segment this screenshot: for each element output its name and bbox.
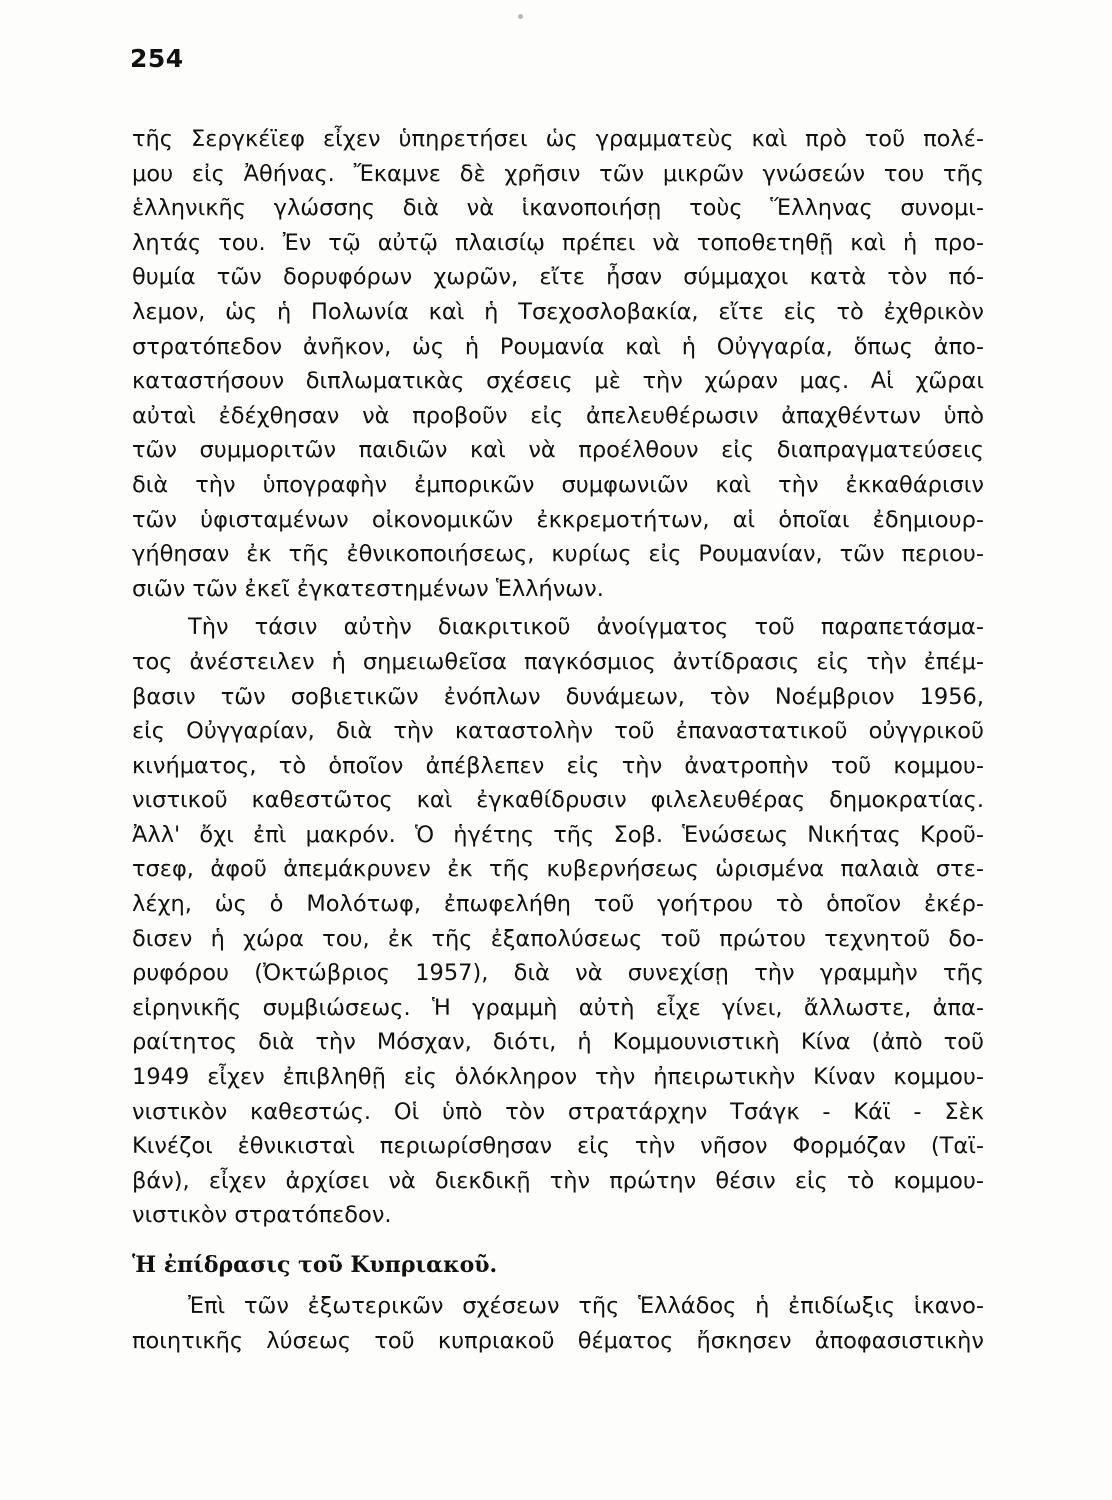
text-line: καταστήσουν διπλωματικὰς σχέσεις μὲ τὴν χώραν μας. Αἱ χῶραι bbox=[132, 368, 984, 395]
text-line: βάν), εἶχεν ἀρχίσει νὰ διεκδικῇ τὴν πρώτην θέσιν εἰς τὸ κομμου- bbox=[132, 1167, 984, 1194]
text-line: Ἐπὶ τῶν ἐξωτερικῶν σχέσεων τῆς Ἑλλάδος ἡ ἐπιδίωξις ἱκανο- bbox=[188, 1293, 984, 1319]
section-gap bbox=[132, 1233, 984, 1247]
page-number: 254 bbox=[130, 44, 184, 73]
scan-speck bbox=[518, 14, 523, 19]
text-line: νιστικὸν καθεστώς. Οἱ ὑπὸ τὸν στρατάρχην Τσάγκ - Κάϊ - Σὲκ bbox=[132, 1098, 984, 1125]
text-line: σιῶν τῶν ἐκεῖ ἐγκατεστημένων Ἑλλήνων. bbox=[132, 575, 604, 602]
text-line: τος ἀνέστειλεν ἡ σημειωθεῖσα παγκόσμιος ἀντίδρασις εἰς τὴν ἐπέμ- bbox=[132, 648, 984, 675]
text-line: 1949 εἶχεν ἐπιβληθῇ εἰς ὁλόκληρον τὴν ἠπειρωτικὴν Κίναν κομμου- bbox=[132, 1064, 984, 1091]
text-line: τσεφ, ἀφοῦ ἀπεμάκρυνεν ἐκ τῆς κυβερνήσεως ὡρισμένα παλαιὰ στε- bbox=[132, 856, 984, 883]
text-line: κινήματος, τὸ ὁποῖον ἀπέβλεπεν εἰς τὴν ἀνατροπὴν τοῦ κομμου- bbox=[132, 752, 984, 779]
text-line: λητάς του. Ἐν τῷ αὐτῷ πλαισίῳ πρέπει νὰ τοποθετηθῇ καὶ ἡ προ- bbox=[132, 229, 984, 256]
text-line: νιστικοῦ καθεστῶτος καὶ ἐγκαθίδρυσιν φιλελευθέρας δημοκρατίας. bbox=[132, 787, 984, 814]
text-line: λεμον, ὡς ἡ Πολωνία καὶ ἡ Τσεχοσλοβακία, εἴτε εἰς τὸ ἐχθρικὸν bbox=[132, 298, 984, 325]
text-line: ρυφόρου (Ὀκτώβριος 1957), διὰ νὰ συνεχίσῃ τὴν γραμμὴν τῆς bbox=[132, 960, 984, 987]
text-line: ραίτητος διὰ τὴν Μόσχαν, διότι, ἡ Κομμουνιστικὴ Κίνα (ἀπὸ τοῦ bbox=[132, 1029, 984, 1056]
text-line: δισεν ἡ χώρα του, ἐκ τῆς ἐξαπολύσεως τοῦ πρώτου τεχνητοῦ δο- bbox=[132, 925, 984, 952]
text-line: τῆς Σεργκέϊεφ εἶχεν ὑπηρετήσει ὡς γραμματεὺς καὶ πρὸ τοῦ πολέ- bbox=[132, 126, 984, 152]
text-line: ποιητικῆς λύσεως τοῦ κυπριακοῦ θέματος ἤσκησεν ἀποφασιστικὴν bbox=[132, 1327, 984, 1354]
text-line: διὰ τὴν ὑπογραφὴν ἐμπορικῶν συμφωνιῶν καὶ τὴν ἐκκαθάρισιν bbox=[132, 471, 984, 498]
text-line: λέχη, ὡς ὁ Μολότωφ, ἐπωφελήθη τοῦ γοήτρου τὸ ὁποῖον ἐκέρ- bbox=[132, 891, 984, 918]
text-line: ἑλληνικῆς γλώσσης διὰ νὰ ἱκανοποιήσῃ τοὺς Ἕλληνας συνομι- bbox=[132, 195, 984, 222]
text-line: Ἀλλ' ὄχι ἐπὶ μακρόν. Ὁ ἡγέτης τῆς Σοβ. Ἑνώσεως Νικήτας Κροῦ- bbox=[132, 821, 984, 848]
body-text bbox=[132, 122, 984, 1358]
text-line: Κινέζοι ἐθνικισταὶ περιωρίσθησαν εἰς τὴν νῆσον Φορμόζαν (Ταϊ- bbox=[132, 1133, 984, 1160]
text-line: αὐταὶ ἐδέχθησαν νὰ προβοῦν εἰς ἀπελευθέρωσιν ἀπαχθέντων ὑπὸ bbox=[132, 402, 984, 429]
text-line: θυμία τῶν δορυφόρων χωρῶν, εἴτε ἦσαν σύμμαχοι κατὰ τὸν πό- bbox=[132, 264, 984, 291]
text-line: εἰς Οὐγγαρίαν, διὰ τὴν καταστολὴν τοῦ ἐπαναστατικοῦ οὐγγρικοῦ bbox=[132, 718, 984, 745]
text-line: γήθησαν ἐκ τῆς ἐθνικοποιήσεως, κυρίως εἰς Ρουμανίαν, τῶν περιου- bbox=[132, 541, 984, 568]
text-line: εἰρηνικῆς συμβιώσεως. Ἡ γραμμὴ αὐτὴ εἶχε γίνει, ἄλλωστε, ἀπα- bbox=[132, 994, 984, 1021]
text-line: τῶν συμμοριτῶν παιδιῶν καὶ νὰ προέλθουν εἰς διαπραγματεύσεις bbox=[132, 437, 984, 464]
paragraph-1 bbox=[132, 122, 984, 606]
text-line: στρατόπεδον ἀνῆκον, ὡς ἡ Ρουμανία καὶ ἡ Οὐγγαρία, ὅπως ἀπο- bbox=[132, 333, 984, 360]
text-line: Τὴν τάσιν αὐτὴν διακριτικοῦ ἀνοίγματος τοῦ παραπετάσμα- bbox=[188, 614, 984, 641]
text-line: βασιν τῶν σοβιετικῶν ἐνόπλων δυνάμεων, τὸν Νοέμβριον 1956, bbox=[132, 683, 984, 710]
paragraph-3 bbox=[132, 1289, 984, 1358]
text-line: νιστικὸν στρατόπεδον. bbox=[132, 1202, 392, 1229]
section-heading: Ἡ ἐπίδρασις τοῦ Κυπριακοῦ. bbox=[132, 1252, 498, 1278]
paragraph-2 bbox=[132, 610, 984, 1233]
text-line: τῶν ὑφισταμένων οἰκονομικῶν ἐκκρεμοτήτων, αἱ ὁποῖαι ἐδημιουρ- bbox=[132, 506, 984, 533]
text-line: μου εἰς Ἀθήνας. Ἔκαμνε δὲ χρῆσιν τῶν μικρῶν γνώσεών του τῆς bbox=[132, 160, 984, 187]
